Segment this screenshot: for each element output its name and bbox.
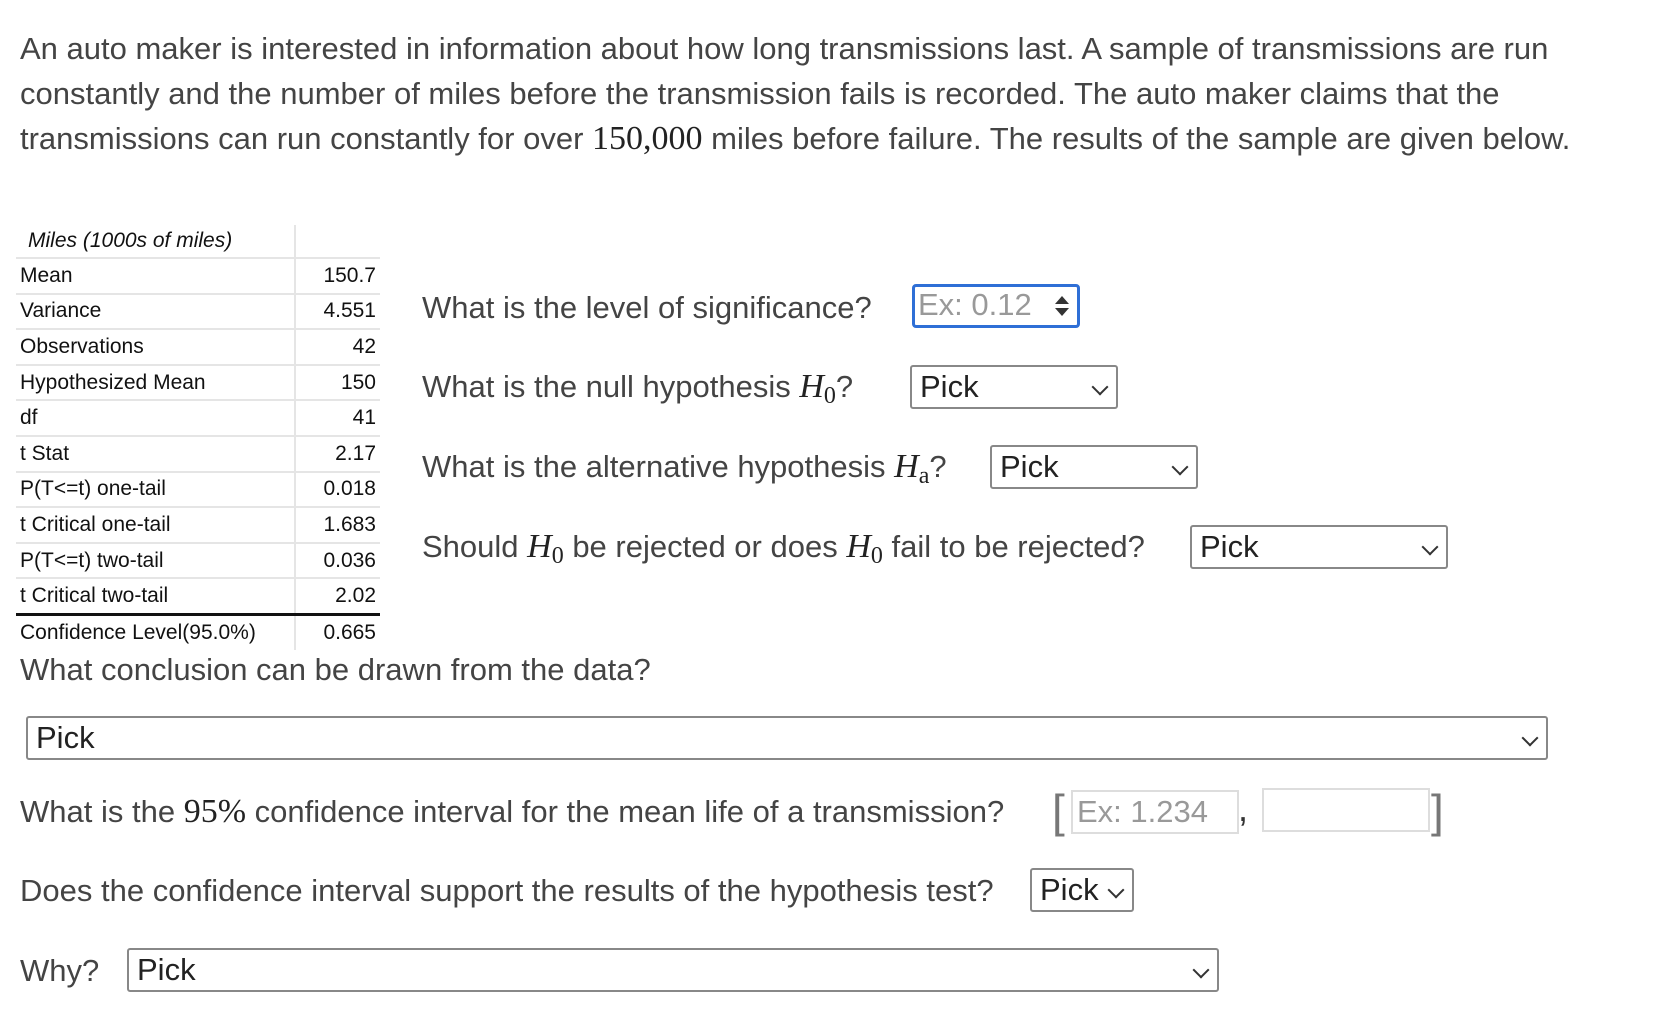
ci-close-bracket: ] <box>1431 785 1444 837</box>
row-value: 0.036 <box>295 543 380 579</box>
alt-hypothesis-question <box>422 448 947 489</box>
alt-h-subscript: a <box>918 463 930 489</box>
conclusion-question: What conclusion can be drawn from the data? <box>20 652 651 687</box>
significance-input[interactable] <box>912 284 1080 328</box>
row-label: t Stat <box>16 436 295 472</box>
ci-text-1: What is the <box>20 794 184 829</box>
row-value: 1.683 <box>295 507 380 543</box>
reject-h-subscript-2: 0 <box>870 543 883 569</box>
reject-h-symbol: H <box>527 528 552 565</box>
intro-number: 150,000 <box>592 120 703 157</box>
row-label: P(T<=t) two-tail <box>16 543 295 579</box>
row-value: 4.551 <box>295 294 380 330</box>
chevron-down-icon <box>1108 882 1125 899</box>
intro-text-2: miles before failure. The results of the sample are given below. <box>702 121 1571 156</box>
row-label: Variance <box>16 294 295 330</box>
conclusion-select[interactable] <box>26 716 1548 760</box>
null-h-symbol: H <box>799 368 824 405</box>
spinner-arrows-icon[interactable] <box>1055 296 1069 316</box>
why-value: Pick <box>137 952 196 987</box>
ci-lower-input[interactable] <box>1071 790 1239 834</box>
chevron-down-icon <box>1193 962 1210 979</box>
significance-question: What is the level of significance? <box>422 290 872 325</box>
row-value: 0.018 <box>295 472 380 508</box>
null-hypothesis-select[interactable] <box>910 365 1118 409</box>
reject-decision-value: Pick <box>1200 529 1259 564</box>
null-h-subscript: 0 <box>823 383 836 409</box>
ci-comma: , <box>1238 788 1249 829</box>
reject-text-2: be rejected or does <box>563 529 847 564</box>
row-value: 2.17 <box>295 436 380 472</box>
support-value: Pick <box>1040 872 1099 907</box>
null-question-text: What is the null hypothesis <box>422 369 800 404</box>
alt-h-symbol: H <box>894 448 919 485</box>
reject-h-symbol-2: H <box>846 528 871 565</box>
row-label: Hypothesized Mean <box>16 365 295 401</box>
table-header: Miles (1000s of miles) <box>16 225 295 258</box>
ci-text-2: confidence interval for the mean life of a transmission? <box>246 794 1005 829</box>
ci-question <box>20 793 1004 831</box>
reject-h-subscript: 0 <box>551 543 564 569</box>
intro-text-1: An auto maker is interested in information about how long transmissions last. A sample of transmissions are run constantly and the number of miles before the transmission fails is recorded. The auto maker claims that the transmissions can run constantly for over <box>20 31 1549 156</box>
conclusion-value: Pick <box>36 720 95 755</box>
ci-lower-placeholder: Ex: 1.234 <box>1077 794 1208 829</box>
alt-hypothesis-value: Pick <box>1000 449 1059 484</box>
support-question: Does the confidence interval support the results of the hypothesis test? <box>20 873 994 908</box>
row-value: 0.665 <box>323 620 376 644</box>
null-question-mark: ? <box>835 369 854 404</box>
row-label: df <box>16 400 295 436</box>
reject-text-3: fail to be rejected? <box>882 529 1145 564</box>
row-label: Confidence Level(95.0%) <box>16 614 295 649</box>
t-test-results-table <box>16 225 380 650</box>
ci-upper-input[interactable] <box>1262 788 1430 832</box>
row-label: t Critical two-tail <box>16 578 295 614</box>
row-label: t Critical one-tail <box>16 507 295 543</box>
alt-question-mark: ? <box>929 449 947 484</box>
row-value: 2.02 <box>295 578 380 614</box>
why-select[interactable] <box>127 948 1219 992</box>
chevron-down-icon <box>1422 539 1439 556</box>
row-label: Observations <box>16 329 295 365</box>
chevron-down-icon <box>1172 459 1189 476</box>
support-select[interactable] <box>1030 868 1134 912</box>
significance-placeholder: Ex: 0.12 <box>918 287 1032 322</box>
ci-percent: 95% <box>183 793 247 830</box>
chevron-down-icon <box>1092 379 1109 396</box>
null-hypothesis-value: Pick <box>920 369 979 404</box>
row-label: P(T<=t) one-tail <box>16 472 295 508</box>
problem-statement <box>20 26 1640 161</box>
alt-question-text: What is the alternative hypothesis <box>422 449 895 484</box>
row-value: 41 <box>295 400 380 436</box>
row-value: 150 <box>295 365 380 401</box>
reject-text-1: Should <box>422 529 528 564</box>
null-hypothesis-question <box>422 368 854 409</box>
why-question: Why? <box>20 953 100 988</box>
row-value: 42 <box>295 329 380 365</box>
reject-question <box>422 528 1145 569</box>
row-label: Mean <box>16 258 295 294</box>
alt-hypothesis-select[interactable] <box>990 445 1198 489</box>
row-value: 150.7 <box>295 258 380 294</box>
ci-open-bracket: [ <box>1052 785 1065 837</box>
chevron-down-icon <box>1522 730 1539 747</box>
reject-decision-select[interactable] <box>1190 525 1448 569</box>
